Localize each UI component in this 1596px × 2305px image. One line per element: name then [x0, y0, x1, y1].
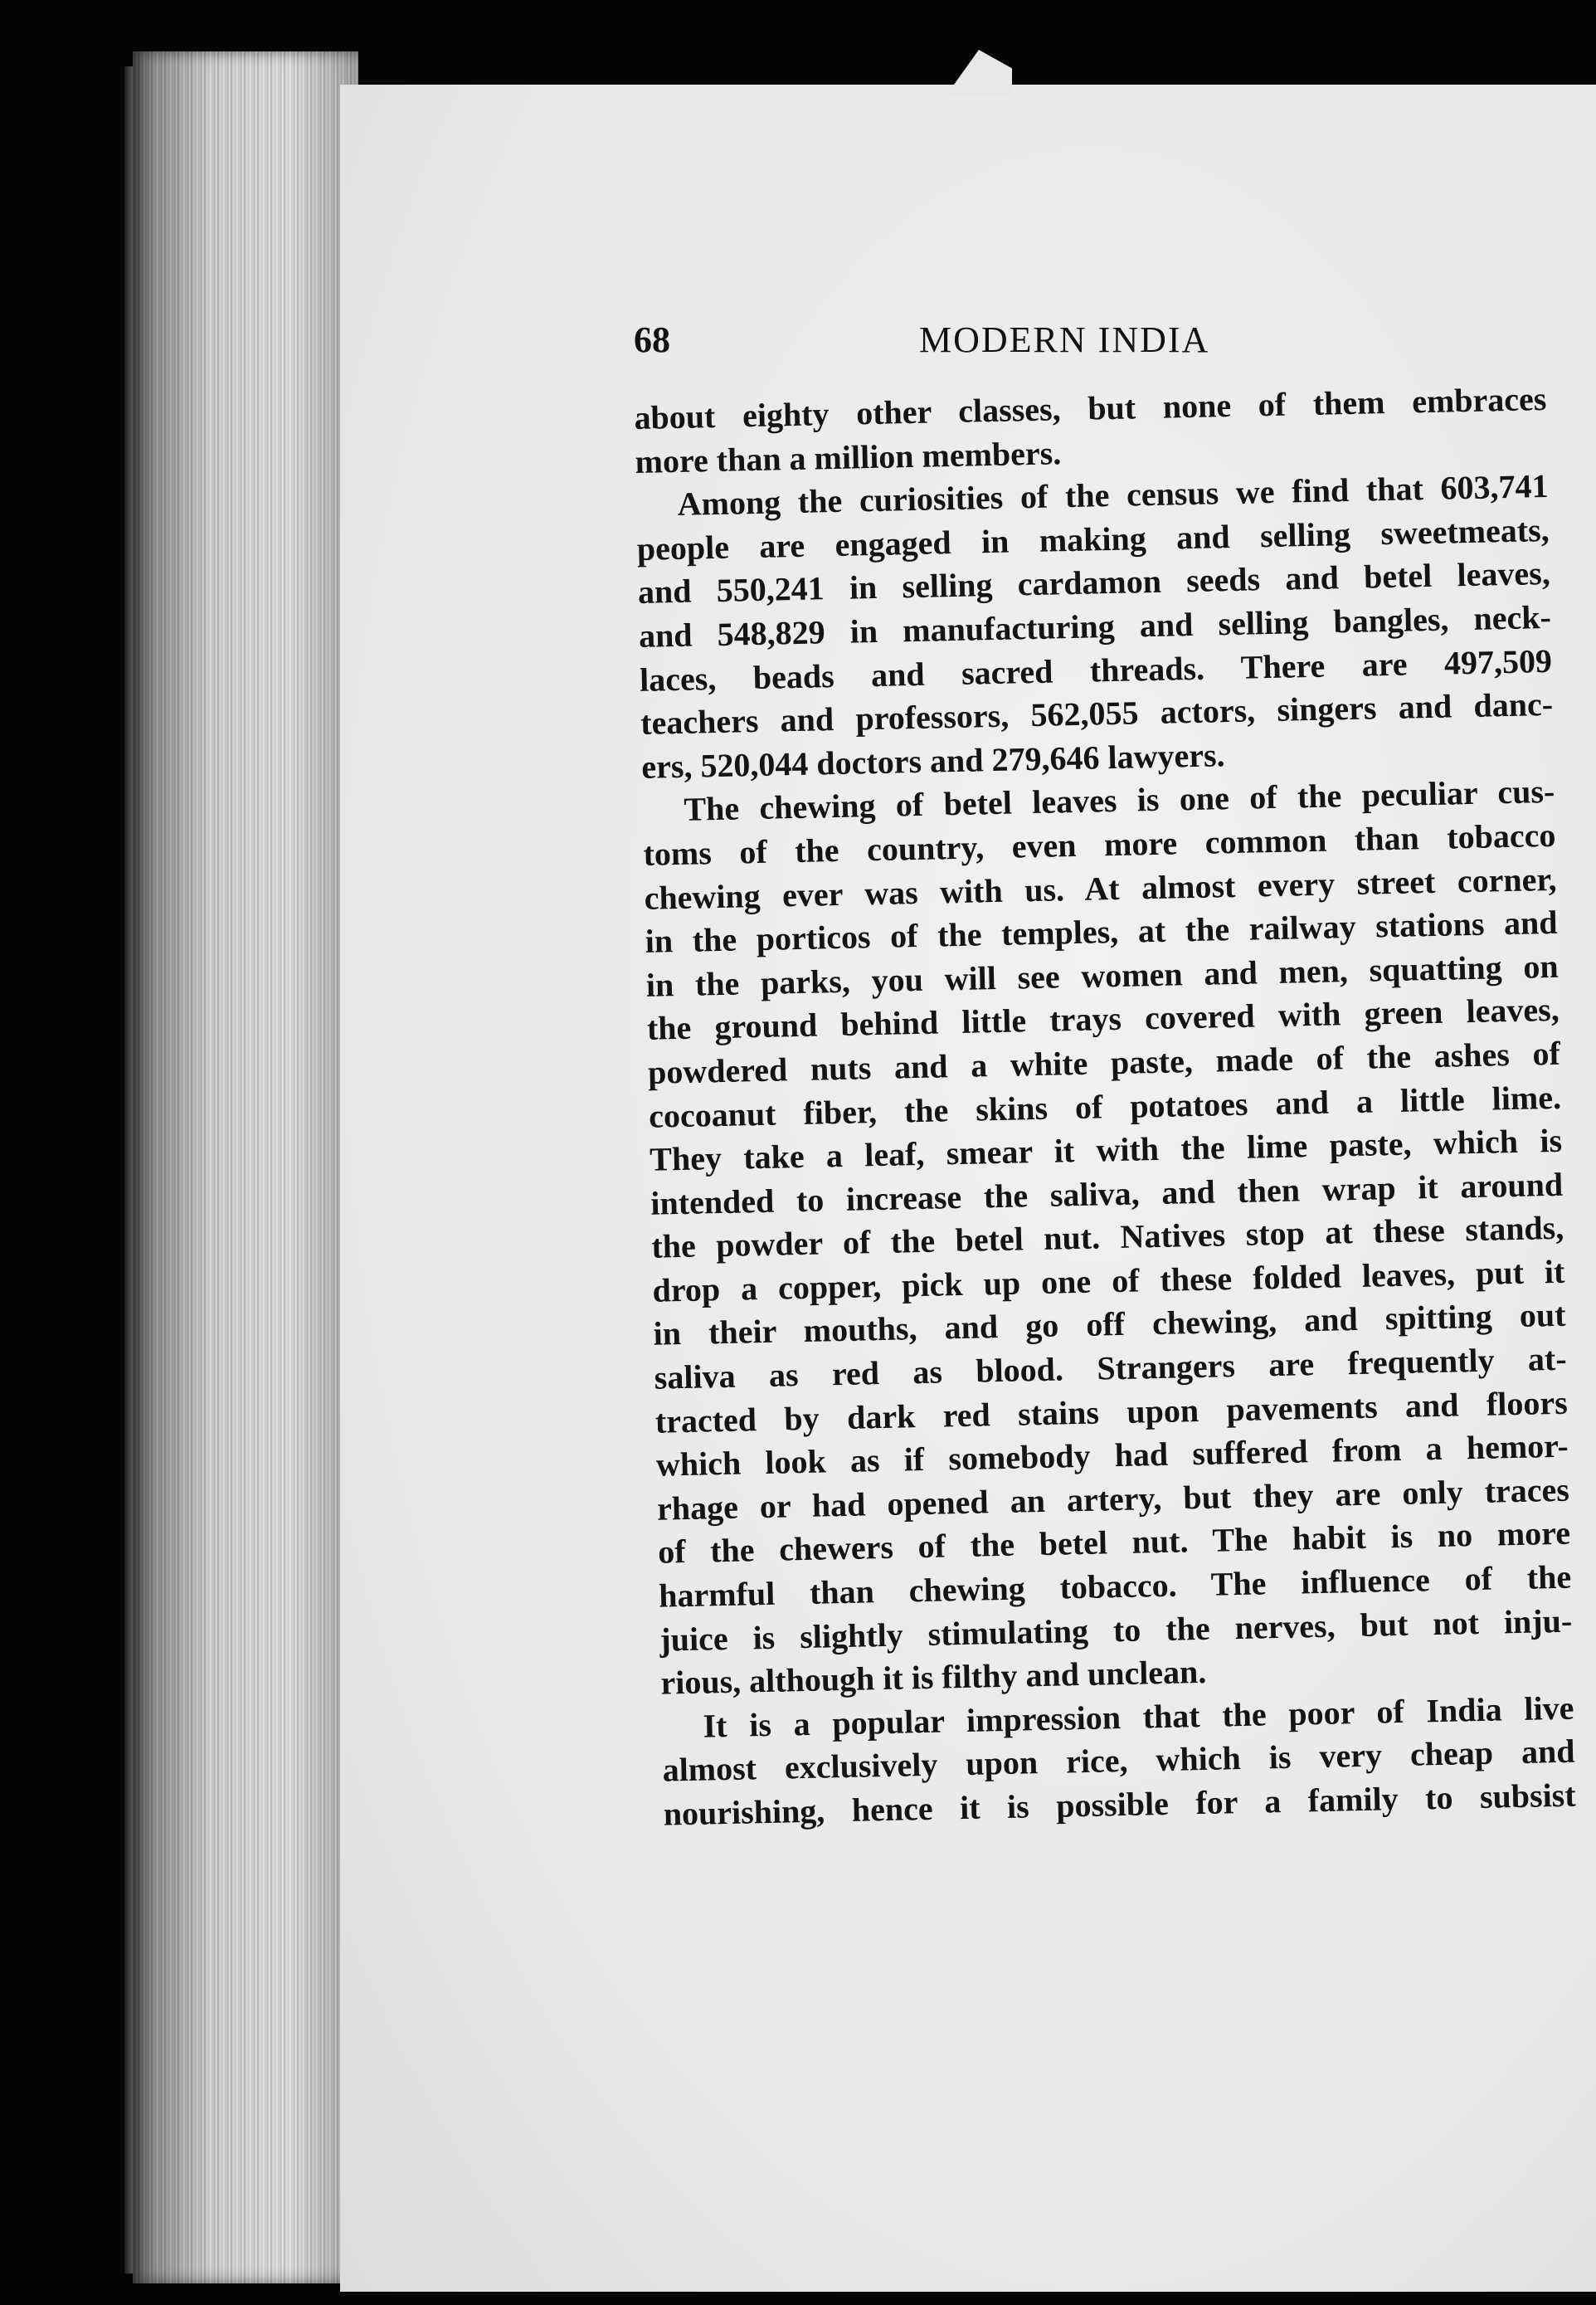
- text-line: juice is slightly stimulating to the nerves, but not inju-: [659, 1601, 1573, 1659]
- text-line: and 548,829 in manufacturing and selling bangles, neck-: [638, 597, 1552, 655]
- text-line: about eighty other classes, but none of them embraces: [634, 379, 1547, 436]
- text-line: chewing ever was with us. At almost every street corner,: [644, 860, 1557, 917]
- text-line: laces, beads and sacred threads. There are 497,509: [639, 641, 1553, 699]
- text-line: the powder of the betel nut. Natives stop at these stands,: [650, 1209, 1564, 1266]
- text-line: saliva as red as blood. Strangers are frequently at-: [654, 1339, 1567, 1396]
- page-header: [634, 319, 1563, 368]
- text-line: and 550,241 in selling cardamon seeds and betel leaves,: [637, 554, 1551, 612]
- paragraph-start-line: Among the curiosities of the census we find that 603,741: [677, 467, 1549, 524]
- text-line: in their mouths, and go off chewing, and spitting out: [653, 1296, 1566, 1353]
- text-line: harmful than chewing tobacco. The influence of the: [658, 1557, 1572, 1615]
- text-line: the ground behind little trays covered with green leaves,: [646, 991, 1560, 1048]
- text-line: tracted by dark red stains upon pavements and floors: [654, 1383, 1569, 1440]
- text-line: They take a leaf, smear it with the lime paste, which is: [649, 1121, 1563, 1178]
- paragraph-start-line: The chewing of betel leaves is one of the peculiar cus-: [683, 772, 1555, 829]
- text-line: of the chewers of the betel nut. The habit is no more: [657, 1514, 1571, 1572]
- text-line: which look as if somebody had suffered from a hemor-: [655, 1426, 1569, 1484]
- text-line: drop a copper, pick up one of these folded leaves, put it: [652, 1252, 1565, 1309]
- text-line: more than a million members.: [635, 433, 1062, 480]
- page-number: 68: [634, 319, 670, 360]
- page-corner-fold: [946, 50, 1012, 96]
- text-line: almost exclusively upon rice, which is very cheap and: [662, 1732, 1575, 1790]
- text-line: toms of the country, even more common than tobacco: [643, 816, 1556, 873]
- text-line: people are engaged in making and selling sweetmeats,: [636, 510, 1550, 568]
- text-line: teachers and professors, 562,055 actors, singers and danc-: [640, 685, 1554, 743]
- page-edges-shadow: [133, 51, 358, 2283]
- text-line: nourishing, hence it is possible for a family to subsist: [663, 1776, 1577, 1833]
- text-line: rious, although it is filthy and unclean.: [660, 1653, 1207, 1702]
- running-head: MODERN INDIA: [919, 319, 1210, 360]
- text-line: cocoanut fiber, the skins of potatoes and a little lime.: [648, 1078, 1562, 1135]
- text-line: rhage or had opened an artery, but they are only traces: [656, 1470, 1570, 1528]
- text-line: powdered nuts and a white paste, made of the ashes of: [647, 1034, 1561, 1091]
- text-line: ers, 520,044 doctors and 279,646 lawyers.: [640, 735, 1225, 786]
- text-line: in the parks, you will see women and men, squatting on: [645, 947, 1560, 1004]
- body-text: [634, 378, 1576, 1836]
- text-line: in the porticos of the temples, at the railway stations and: [645, 903, 1558, 960]
- paragraph-start-line: It is a popular impression that the poor of India live: [703, 1689, 1574, 1745]
- text-line: intended to increase the saliva, and then wrap it around: [650, 1165, 1564, 1222]
